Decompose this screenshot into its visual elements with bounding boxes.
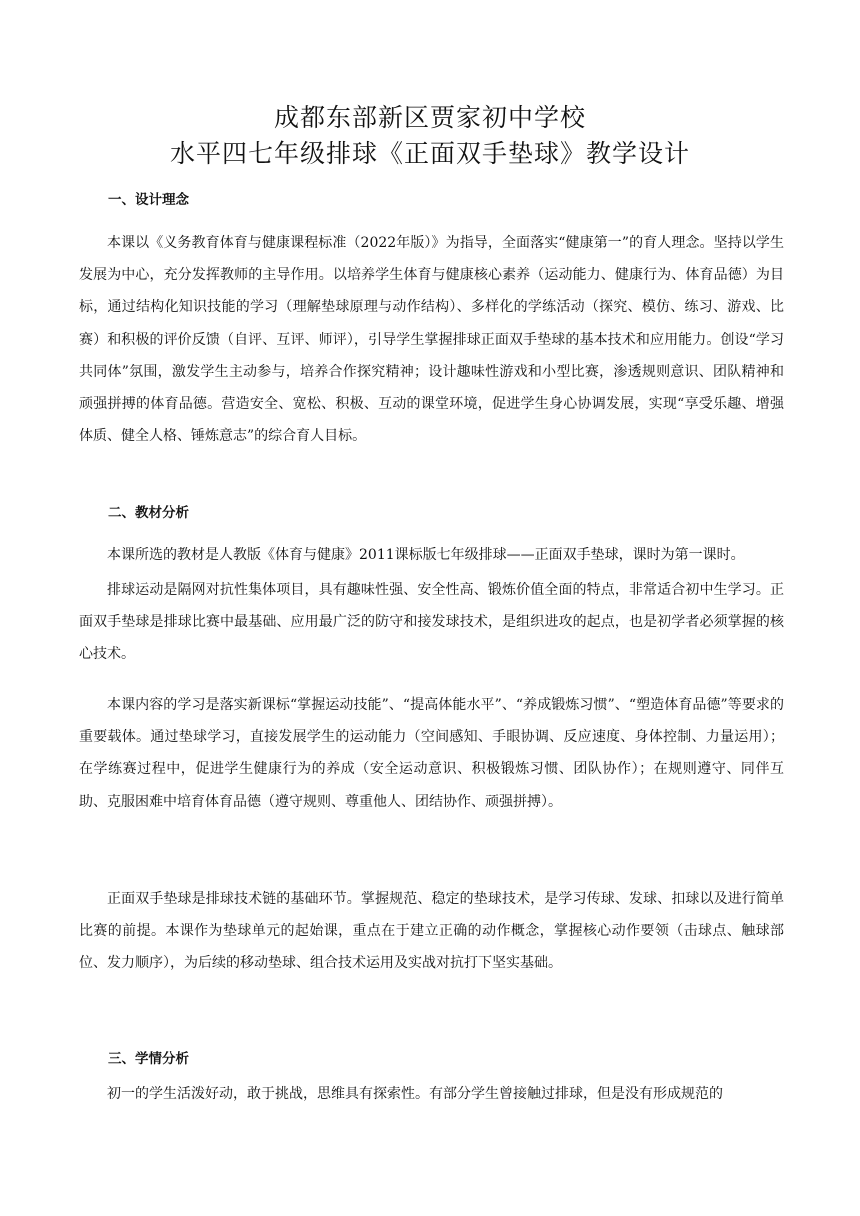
- title-lesson: 水平四七年级排球《正面双手垫球》教学设计: [169, 139, 690, 168]
- title-school: 成都东部新区贾家初中学校: [273, 103, 586, 132]
- paragraph-design-concept: 本课以《义务教育体育与健康课程标准（2022年版）》为指导，全面落实“健康第一”的育人理念。坚持以学生发展为中心，充分发挥教师的主导作用。以培养学生体育与健康核心素养（运动能力、健康行为、体育品德）为目标，通过结构化知识技能的学习（理解垫球原理与动作结构）、多样化的学练活动（探究、模仿、练习、游戏、比赛）和积极的评价反馈（自评、互评、师评），引导学生掌握排球正面双手垫球的基本技术和应用能力。创设“学习共同体”氛围，激发学生主动参与，培养合作探究精神；设计趣味性游戏和小型比赛，渗透规则意识、团队精神和顽强拼搏的体育品德。营造安全、宽松、积极、互动的课堂环境，促进学生身心协调发展，实现“享受乐趣、增强体质、健全人格、锤炼意志”的综合育人目标。: [79, 235, 784, 445]
- section-heading-design-concept: 一、设计理念: [108, 192, 189, 208]
- paragraph-material-1: 本课所选的教材是人教版《体育与健康》2011课标版七年级排球——正面双手垫球，课时为第一课时。: [107, 547, 745, 563]
- section-heading-material-analysis: 二、教材分析: [108, 505, 189, 521]
- document-title: [0, 100, 860, 172]
- paragraph-material-3: 本课内容的学习是落实新课标“掌握运动技能”、“提高体能水平”、“养成锻炼习惯”、“塑造体育品德”等要求的重要载体。通过垫球学习，直接发展学生的运动能力（空间感知、手眼协调、反应速度、身体控制、力量运用）；在学练赛过程中，促进学生健康行为的养成（安全运动意识、积极锻炼习惯、团队协作）；在规则遵守、同伴互助、克服困难中培育体育品德（遵守规则、尊重他人、团结协作、顽强拼搏）。: [79, 697, 784, 810]
- section-heading-student-analysis: 三、学情分析: [108, 1051, 189, 1067]
- paragraph-material-2: 排球运动是隔网对抗性集体项目，具有趣味性强、安全性高、锻炼价值全面的特点，非常适合初中生学习。正面双手垫球是排球比赛中最基础、应用最广泛的防守和接发球技术，是组织进攻的起点，也是初学者必须掌握的核心技术。: [79, 582, 784, 663]
- paragraph-material-4: 正面双手垫球是排球技术链的基础环节。掌握规范、稳定的垫球技术，是学习传球、发球、扣球以及进行简单比赛的前提。本课作为垫球单元的起始课，重点在于建立正确的动作概念，掌握核心动作要领（击球点、触球部位、发力顺序），为后续的移动垫球、组合技术运用及实战对抗打下坚实基础。: [79, 891, 784, 972]
- paragraph-student-analysis: 初一的学生活泼好动，敢于挑战，思维具有探索性。有部分学生曾接触过排球，但是没有形成规范的: [107, 1086, 723, 1102]
